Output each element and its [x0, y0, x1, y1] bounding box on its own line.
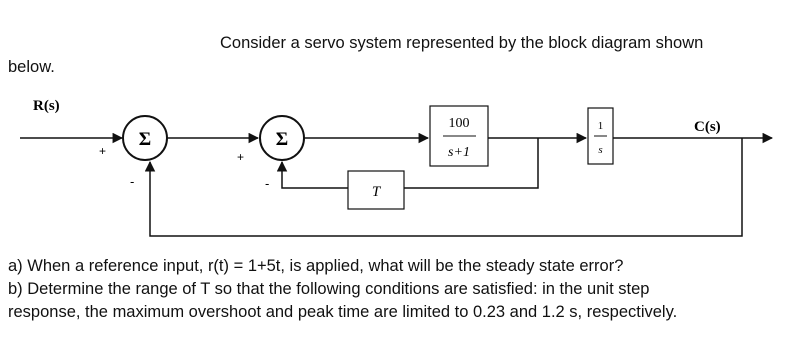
feedback-block-label: T — [371, 184, 381, 200]
question-b-line-2: response, the maximum overshoot and peak time are limited to 0.23 and 1.2 s, respectively. — [8, 303, 678, 321]
question-b-line-1: b) Determine the range of T so that the following conditions are satisfied: in the unit step — [8, 280, 650, 298]
sum1-symbol: Σ — [138, 129, 152, 150]
input-label: R(s) — [33, 98, 60, 114]
intro-line-2: below. — [8, 58, 55, 76]
sum2-plus-sign: + — [237, 150, 245, 164]
integrator-numerator: 1 — [597, 120, 604, 132]
plant-denominator: s+1 — [448, 145, 470, 160]
sum1-minus-sign: - — [130, 174, 135, 189]
integrator-denominator: s — [598, 144, 603, 156]
intro-line-1: Consider a servo system represented by the block diagram shown — [220, 34, 704, 52]
inner-feedback-return — [282, 162, 348, 188]
question-a: a) When a reference input, r(t) = 1+5t, is applied, what will be the steady state error? — [8, 257, 624, 275]
plant-numerator: 100 — [448, 116, 470, 131]
sum2-symbol: Σ — [275, 129, 289, 150]
sum2-minus-sign: - — [265, 176, 270, 191]
output-label: C(s) — [694, 119, 721, 135]
sum1-plus-sign: + — [99, 144, 107, 158]
